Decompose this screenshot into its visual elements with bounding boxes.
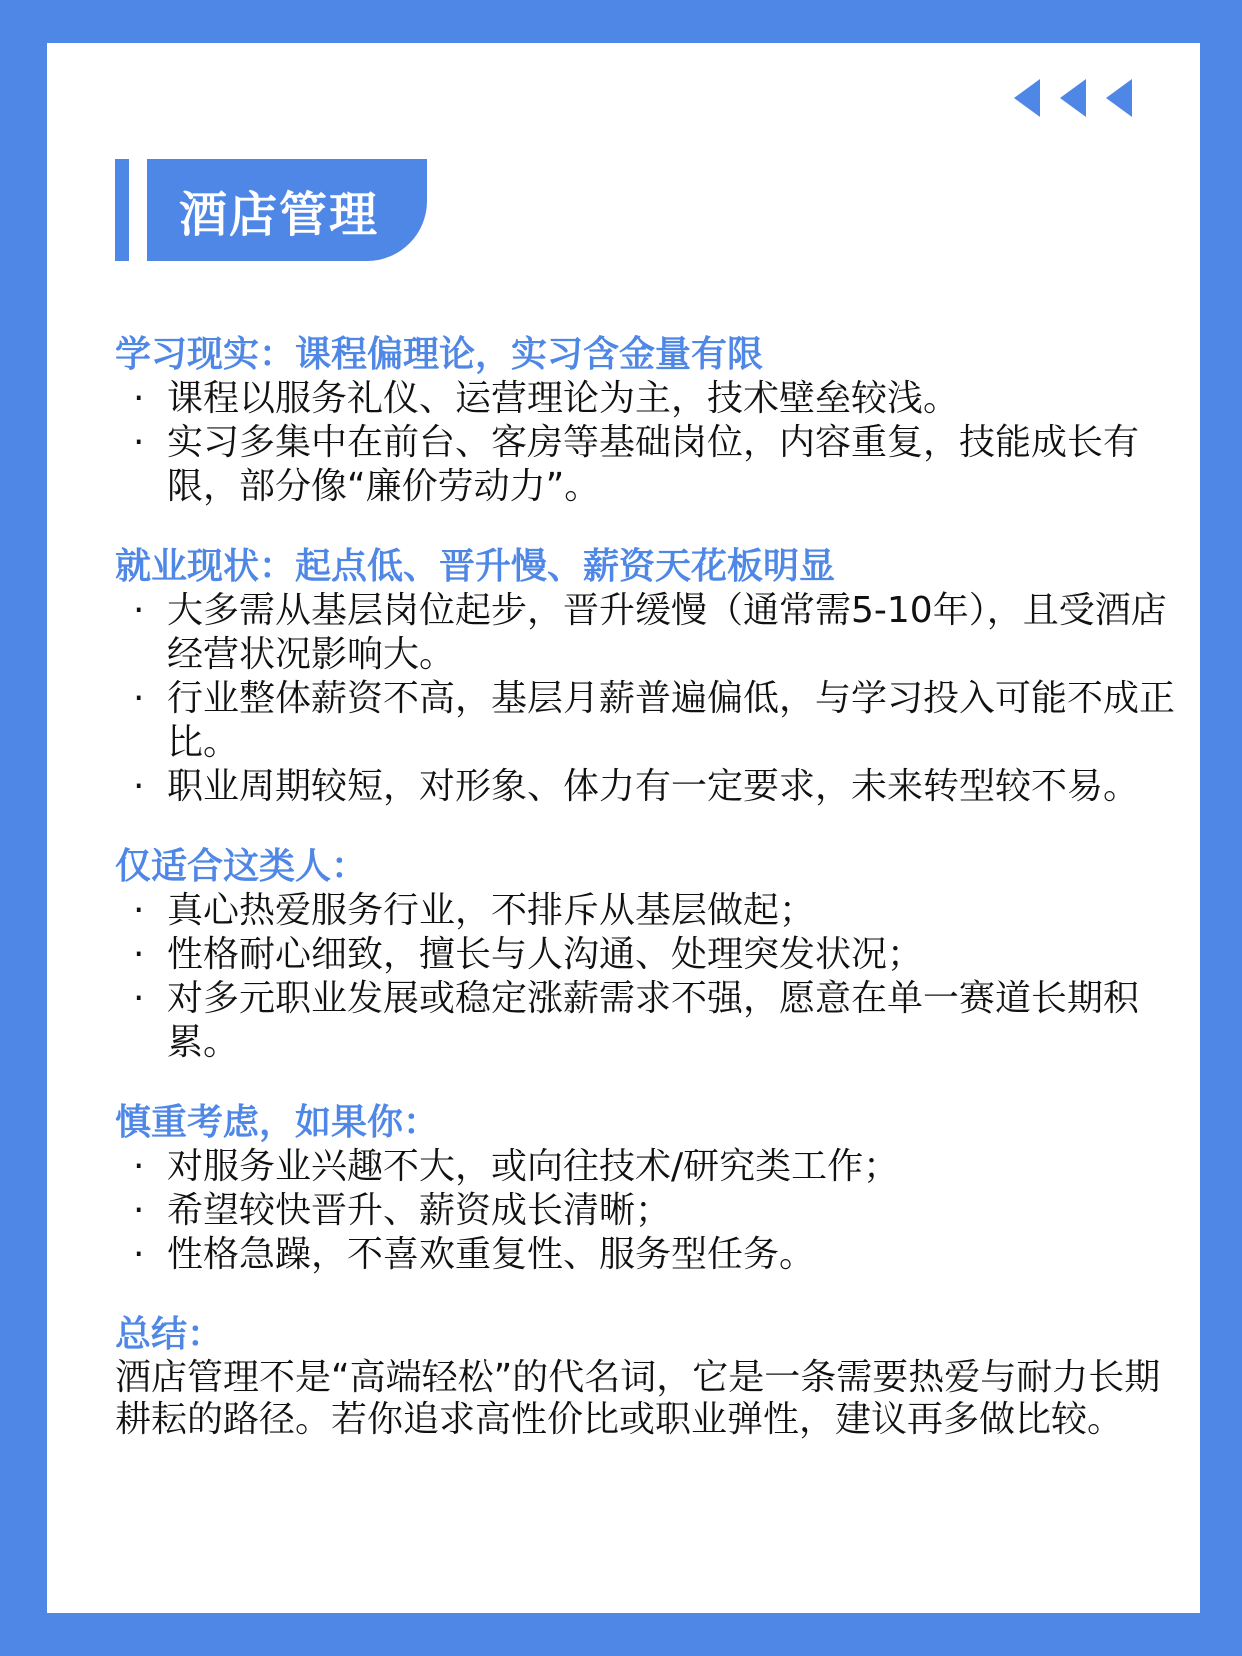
bullet-icon: · <box>133 1190 145 1231</box>
left-arrow-icon <box>1106 79 1132 117</box>
list-item <box>115 765 1185 809</box>
left-arrow-icon <box>1060 79 1086 117</box>
list-item <box>115 1233 1185 1277</box>
list-item-text: 职业周期较短，对形象、体力有一定要求，未来转型较不易。 <box>167 766 1140 807</box>
list-item-text: 行业整体薪资不高，基层月薪普遍偏低，与学习投入可能不成正比。 <box>167 678 1176 763</box>
bullet-icon: · <box>133 890 145 931</box>
list-item <box>115 377 1185 421</box>
section-heading: 仅适合这类人： <box>115 846 368 887</box>
list-item-text: 实习多集中在前台、客房等基础岗位，内容重复，技能成长有限，部分像“廉价劳动力”。 <box>167 422 1140 507</box>
list-item <box>115 1145 1185 1189</box>
bullet-icon: · <box>133 378 145 419</box>
section-suitable <box>115 845 1185 1065</box>
list-item-text: 对服务业兴趣不大，或向往技术/研究类工作； <box>167 1146 900 1187</box>
list-item <box>115 977 1185 1065</box>
list-item-text: 大多需从基层岗位起步，晋升缓慢（通常需5-10年），且受酒店经营状况影响大。 <box>167 590 1167 675</box>
content-card <box>47 43 1200 1613</box>
title-banner <box>147 159 427 261</box>
section-heading: 慎重考虑，如果你： <box>115 1102 440 1143</box>
section-caution <box>115 1101 1185 1277</box>
list-item <box>115 889 1185 933</box>
section-heading: 就业现状：起点低、晋升慢、薪资天花板明显 <box>115 546 836 587</box>
bullet-list <box>115 889 1185 1065</box>
decorative-arrows <box>1014 79 1132 117</box>
list-item-text: 对多元职业发展或稳定涨薪需求不强，愿意在单一赛道长期积累。 <box>167 978 1140 1063</box>
list-item <box>115 933 1185 977</box>
left-arrow-icon <box>1014 79 1040 117</box>
bullet-list <box>115 377 1185 509</box>
list-item-text: 真心热爱服务行业，不排斥从基层做起； <box>167 890 816 931</box>
bullet-icon: · <box>133 1234 145 1275</box>
list-item <box>115 677 1185 765</box>
bullet-icon: · <box>133 934 145 975</box>
list-item-text: 课程以服务礼仪、运营理论为主，技术壁垒较浅。 <box>167 378 960 419</box>
bullet-icon: · <box>133 422 145 463</box>
bullet-icon: · <box>133 590 145 631</box>
bullet-icon: · <box>133 1146 145 1187</box>
summary-heading: 总结： <box>115 1314 224 1355</box>
title-accent-bar <box>115 159 129 261</box>
list-item <box>115 1189 1185 1233</box>
summary-text: 酒店管理不是“高端轻松”的代名词，它是一条需要热爱与耐力长期耕耘的路径。若你追求高性价比或职业弹性，建议再多做比较。 <box>115 1357 1161 1440</box>
section-employment <box>115 545 1185 809</box>
section-study-reality <box>115 333 1185 509</box>
bullet-list <box>115 589 1185 809</box>
section-heading: 学习现实：课程偏理论，实习含金量有限 <box>115 334 764 375</box>
list-item-text: 性格耐心细致，擅长与人沟通、处理突发状况； <box>167 934 924 975</box>
bullet-icon: · <box>133 766 145 807</box>
section-summary <box>115 1313 1185 1441</box>
page-title: 酒店管理 <box>179 186 380 243</box>
bullet-list <box>115 1145 1185 1277</box>
list-item-text: 希望较快晋升、薪资成长清晰； <box>167 1190 672 1231</box>
bullet-icon: · <box>133 678 145 719</box>
main-content <box>115 333 1185 1477</box>
bullet-icon: · <box>133 978 145 1019</box>
list-item <box>115 589 1185 677</box>
list-item <box>115 421 1185 509</box>
list-item-text: 性格急躁，不喜欢重复性、服务型任务。 <box>167 1234 816 1275</box>
